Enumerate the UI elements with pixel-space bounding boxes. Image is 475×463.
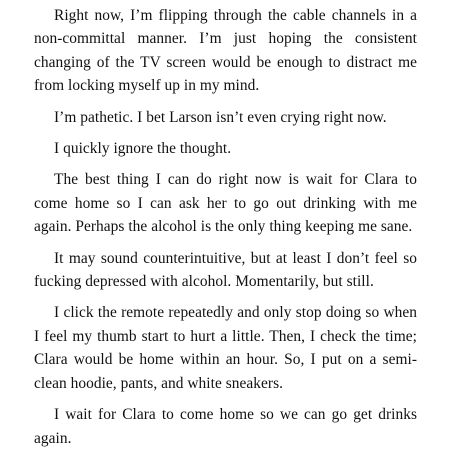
paragraph-2: I’m pathetic. I bet Larson isn’t even crying right now. [54,108,387,126]
paragraph-7: I wait for Clara to come home so we can go get drinks again. [34,406,417,447]
paragraph-4: The best thing I can do right now is wait for Clara to come home so I can ask her to go out drinking with me again. Perhaps the alcohol is the only thing keeping me sane. [34,171,417,236]
paragraph-1: Right now, I’m flipping through the cable channels in a non-committal manner. I’m just hoping the consistent changing of the TV screen would be enough to distract me from locking myself up in my mind. [34,7,417,95]
paragraph-5: It may sound counterintuitive, but at least I don’t feel so fucking depressed with alcohol. Momentarily, but still. [34,249,417,291]
paragraph-6: I click the remote repeatedly and only stop doing so when I feel my thumb start to hurt a little. Then, I check the time; Clara would be home within an hour. So, I put on a semi-clean hoodie, pants, and white sneakers. [34,304,417,392]
paragraph-3: I quickly ignore the thought. [54,140,232,158]
